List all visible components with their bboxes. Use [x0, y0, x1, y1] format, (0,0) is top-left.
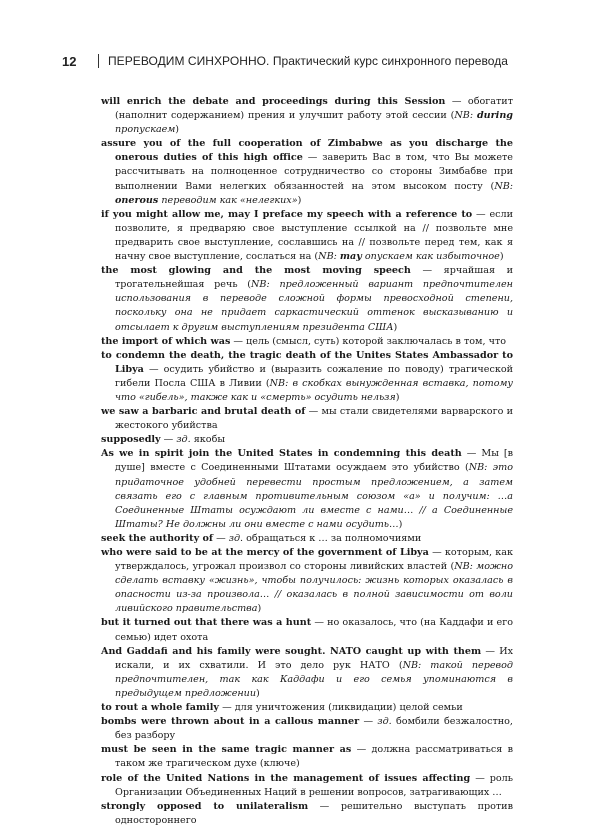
- english-term: strongly opposed to unilateralism: [101, 800, 309, 812]
- russian-translation: ): [256, 687, 260, 699]
- book-title: ПЕРЕВОДИМ СИНХРОННО. Практический курс синхронного перевода: [108, 54, 509, 68]
- english-term: the import of which was: [101, 335, 231, 347]
- glossary-entry: [101, 264, 513, 334]
- glossary-entry: [101, 137, 513, 207]
- russian-translation: — Их искали, и их схватили. И это дело рук НАТО (: [115, 645, 513, 671]
- russian-translation: якобы: [190, 434, 225, 446]
- glossary-entry: [101, 701, 513, 715]
- russian-translation: — мы стали свидетелями варварского и жестокого убийства: [115, 406, 513, 432]
- translator-note: зд.: [176, 434, 191, 446]
- glossary-entry: [101, 546, 513, 616]
- russian-translation: — если позволите, я предваряю свое выступление ссылкой на // позвольте мне предварить свое выступление, сославшись на // позвольте перед тем, как я начну свое выступление, сослаться на (: [115, 208, 514, 263]
- russian-translation: — но оказалось, что (на Каддафи и его семью) идет охота: [115, 617, 513, 643]
- translator-note: зд.: [377, 716, 392, 728]
- translator-note: пропускаем: [115, 124, 176, 136]
- russian-translation: — роль Организации Объединенных Наций в решении вопросов, затрагивающих …: [115, 772, 513, 798]
- russian-translation: ): [395, 391, 400, 403]
- russian-translation: — должна рассматриваться в таком же трагическом духе (ключе): [115, 744, 513, 770]
- russian-translation: —: [160, 434, 177, 446]
- english-term: to rout a whole family: [101, 702, 220, 714]
- russian-translation: ): [297, 194, 302, 206]
- highlighted-word: during: [476, 110, 514, 122]
- running-header: [62, 50, 508, 72]
- english-term: if you might allow me, may I preface my speech with a reference to: [101, 208, 473, 220]
- glossary-entry: [101, 743, 513, 771]
- english-term: assure you of the full cooperation of Zimbabwe as you discharge the onerous duties of this high office: [101, 138, 513, 164]
- english-term: supposedly: [101, 434, 161, 446]
- english-term: As we in spirit join the United States in condemning this death: [101, 448, 462, 460]
- glossary-entry: [101, 405, 513, 433]
- translator-note: NB: это придаточное удобней перевести простым предложением, а затем связать его с главным противительным союзом «а» и получим: …а Соединенные Штаты осуждают ли вместе с нами… // а Соединенные Штаты? Не должны ли они вместе с нами осудить…: [115, 462, 513, 530]
- translator-note: зд.: [228, 532, 244, 544]
- english-term: role of the United Nations in the management of issues affecting: [101, 772, 471, 784]
- translator-note: NB: предложенный вариант предпочтителен использования в переводе сложной формы превосходной степени, поскольку она не придает саркастический оттенок высказыванию и отсылает к другим выступлениям президента США: [115, 279, 513, 333]
- glossary-entry: [101, 715, 513, 743]
- glossary-entry: [101, 349, 513, 405]
- glossary-entry: [101, 800, 513, 828]
- english-term: we saw a barbaric and brutal death of: [101, 406, 306, 418]
- highlighted-word: onerous: [115, 194, 159, 206]
- page-number: 12: [62, 53, 77, 69]
- english-term: seek the authority of: [101, 532, 214, 544]
- translator-note: NB: такой перевод предпочтителен, так как Каддафи и его семья упоминаются в предыдущем предложении: [115, 659, 513, 699]
- translator-note: NB: в скобках вынужденная вставка, потому что «гибель», также как и «смерть» осудить нельзя: [115, 377, 513, 403]
- glossary-entry: [101, 335, 513, 349]
- russian-translation: ): [393, 321, 398, 333]
- russian-translation: ): [499, 251, 504, 263]
- russian-translation: — Мы [в душе] вместе с Соединенными Штатами осуждаем это убийство (: [115, 448, 513, 474]
- english-term: but it turned out that there was a hunt: [101, 617, 312, 629]
- russian-translation: — которым, как утверждалось, угрожал произвол со стороны ливийских властей (: [115, 547, 513, 573]
- russian-translation: бомбили безжалостно, без разбору: [115, 716, 513, 742]
- glossary-entry: [101, 95, 513, 137]
- english-term: And Gaddafi and his family were sought. NATO caught up with them: [101, 645, 482, 657]
- english-term: who were said to be at the mercy of the government of Libya: [101, 547, 429, 558]
- russian-translation: — осудить убийство и (выразить сожаление по поводу) трагической гибели Посла США в Ливии (: [115, 363, 513, 389]
- glossary-entry: [101, 433, 513, 447]
- russian-translation: — решительно выступать против одностороннего: [115, 800, 513, 826]
- english-term: to condemn the death, the tragic death of the Unites States Ambassador to Libya: [101, 349, 513, 375]
- russian-translation: ): [175, 124, 180, 136]
- russian-translation: —: [213, 532, 229, 544]
- english-term: must be seen in the same tragic manner as: [101, 744, 352, 756]
- russian-translation: — ярчайшая и трогательнейшая речь (: [115, 265, 513, 291]
- glossary-entry: [101, 447, 513, 532]
- russian-translation: ): [257, 603, 262, 615]
- russian-translation: — для уничтожения (ликвидации) целой семьи: [219, 702, 463, 714]
- highlighted-word: may: [339, 251, 362, 263]
- glossary-entry: [101, 645, 513, 701]
- english-term: bombs were thrown about in a callous manner: [101, 716, 360, 728]
- translator-note: опускаем как избыточное: [361, 251, 500, 263]
- translator-note: NB: можно сделать вставку «жизнь», чтобы получилось: жизнь которых оказалась в опасности из-за произвола… // оказалась в полной зависимости от воли ливийского правительства: [115, 561, 513, 615]
- translator-note: NB:: [454, 110, 477, 122]
- russian-translation: обращаться к … за полномочиями: [243, 532, 422, 544]
- russian-translation: — цель (смысл, суть) которой заключалась в том, что: [230, 335, 507, 347]
- glossary-entry: [101, 772, 513, 800]
- russian-translation: — обогатит (наполнит содержанием) прения и улучшит работу этой сессии (: [115, 96, 513, 122]
- glossary-entry: [101, 532, 513, 546]
- english-term: will enrich the debate and proceedings during this Session: [101, 96, 446, 107]
- russian-translation: —: [359, 716, 378, 728]
- russian-translation: ): [398, 518, 403, 530]
- russian-translation: — заверить Вас в том, что Вы можете рассчитывать на полноценное сотрудничество со стороны Зимбабве при выполнении Вами нелегких обязанностей на этом высоком посту (: [115, 152, 513, 192]
- header-divider: [98, 54, 99, 68]
- glossary-list: [101, 95, 514, 826]
- glossary-entry: [101, 616, 513, 644]
- translator-note: NB:: [494, 180, 513, 192]
- translator-note: NB:: [318, 251, 340, 263]
- translator-note: переводим как «нелегких»: [158, 194, 298, 206]
- english-term: the most glowing and the most moving speech: [101, 265, 411, 277]
- glossary-entry: [101, 208, 513, 264]
